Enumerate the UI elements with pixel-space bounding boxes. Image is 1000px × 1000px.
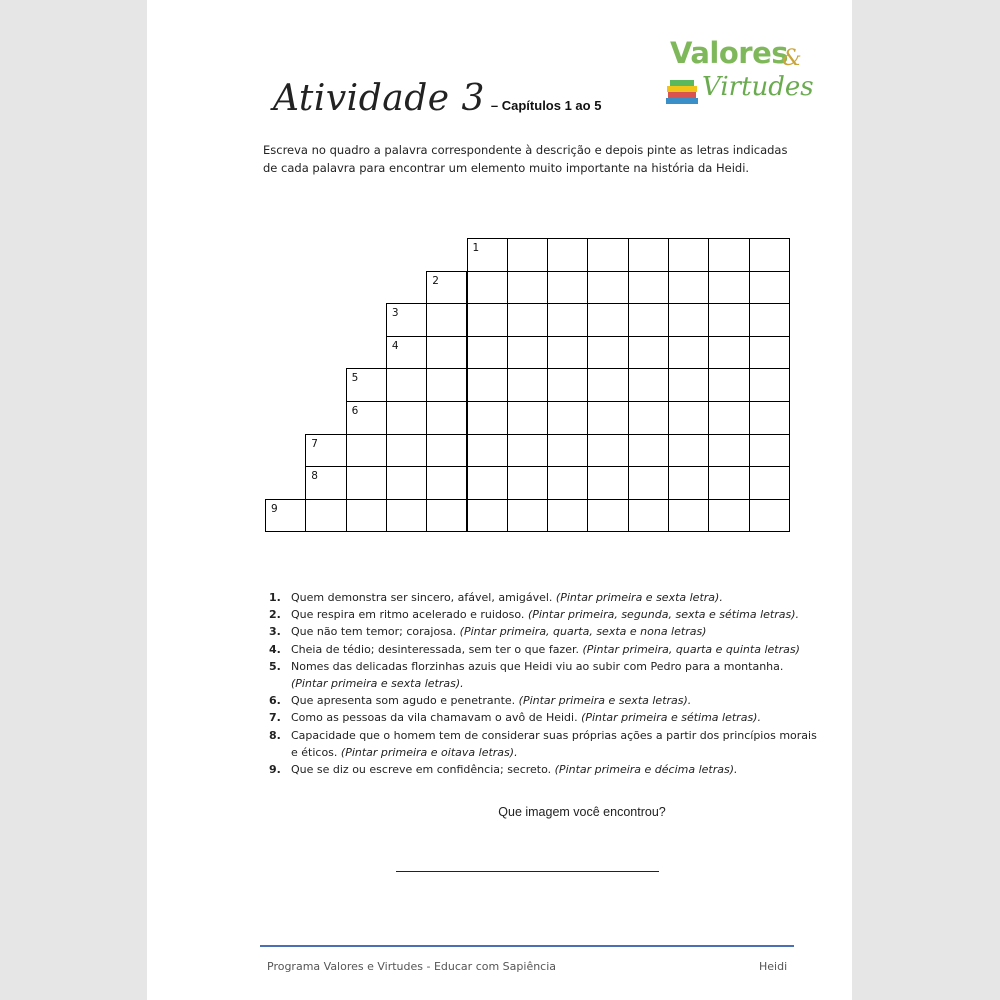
answer-line[interactable] [396,871,659,872]
grid-cell[interactable] [668,238,709,272]
grid-cell[interactable] [587,466,628,500]
clue-number: 8. [269,728,281,742]
clue-hint: (Pintar primeira e sexta letras). [291,677,464,691]
grid-cell[interactable] [547,434,588,468]
clue-text: Que apresenta som agudo e penetrante. [291,694,516,708]
grid-cell[interactable] [668,499,709,533]
grid-cell[interactable] [426,368,467,402]
clue-number: 5. [269,659,281,673]
grid-cell[interactable] [708,466,749,500]
clue-number: 9. [269,763,281,777]
grid-cell[interactable] [587,368,628,402]
grid-cell[interactable] [547,401,588,435]
grid-cell[interactable] [507,238,548,272]
grid-cell[interactable] [507,434,548,468]
grid-cell[interactable] [507,368,548,402]
grid-cell[interactable] [628,466,669,500]
grid-cell[interactable] [749,303,790,337]
clue-number: 3. [269,625,281,639]
grid-cell[interactable] [587,434,628,468]
clue-text: Quem demonstra ser sincero, afável, amigável. [291,591,553,604]
grid-cell[interactable] [587,401,628,435]
title-script: Atividade 3 [273,78,485,119]
grid-cell[interactable] [708,303,749,337]
row-number: 8 [311,470,318,483]
clue-number: 6. [269,694,281,708]
grid-cell[interactable] [668,271,709,305]
grid-cell[interactable] [628,499,669,533]
clue-text: Que não tem temor; corajosa. [291,625,457,639]
grid-cell[interactable] [708,401,749,435]
grid-cell[interactable] [346,434,387,468]
grid-cell[interactable] [628,303,669,337]
grid-cell[interactable] [708,368,749,402]
grid-cell[interactable] [547,271,588,305]
clue-item [263,692,823,709]
page-title [273,78,601,119]
title-subtitle: – Capítulos 1 ao 5 [490,98,602,113]
footer-divider [260,945,794,947]
grid-cell[interactable] [426,434,467,468]
grid-cell[interactable] [708,238,749,272]
grid-cell[interactable] [467,336,508,370]
grid-cell[interactable] [507,401,548,435]
grid-cell[interactable] [346,499,387,533]
clue-text: Cheia de tédio; desinteressada, sem ter o que fazer. [291,642,579,656]
clue-number: 4. [269,642,281,656]
grid-cell[interactable] [587,271,628,305]
row-number: 9 [271,502,278,515]
instructions: Escreva no quadro a palavra correspondente à descrição e depois pinte as letras indicadas de cada palavra para encontrar um elemento muito importante na história da Heidi. [263,143,788,175]
clue-number: 2. [269,608,281,622]
grid-cell[interactable] [749,401,790,435]
books-icon [664,78,700,106]
clue-hint: (Pintar primeira, quarta, sexta e nona letras) [459,625,707,639]
clue-number: 1. [269,591,281,604]
row-number: 2 [432,274,439,287]
grid-cell[interactable] [426,466,467,500]
grid-cell[interactable] [708,271,749,305]
clue-text: Que se diz ou escreve em confidência; secreto. [291,763,552,777]
clue-hint: (Pintar primeira, quarta e quinta letras) [582,642,800,656]
grid-cell[interactable] [547,368,588,402]
grid-cell[interactable] [467,303,508,337]
grid-cell[interactable] [668,401,709,435]
grid-cell[interactable] [628,434,669,468]
grid-cell[interactable] [628,238,669,272]
grid-cell[interactable] [426,336,467,370]
grid-cell[interactable] [668,303,709,337]
grid-cell[interactable] [749,499,790,533]
row-number: 3 [391,307,399,320]
clue-hint: (Pintar primeira e sexta letras). [518,694,692,708]
clue-hint: (Pintar primeira e oitava letras). [340,745,518,759]
clue-text: Como as pessoas da vila chamavam o avô de Heidi. [291,711,578,725]
row-number: 5 [351,372,359,385]
grid-cell[interactable] [467,401,508,435]
grid-cell[interactable] [587,303,628,337]
grid-cell[interactable] [587,238,628,272]
grid-cell[interactable] [628,401,669,435]
grid-cell[interactable] [749,238,790,272]
grid-cell[interactable] [386,368,427,402]
row-number: 4 [391,339,399,352]
grid-cell[interactable] [467,368,508,402]
clue-item [263,641,823,658]
grid-cell[interactable] [708,499,749,533]
grid-cell[interactable] [668,466,709,500]
footer-book: Heidi [759,960,788,973]
valores-virtudes-logo [664,36,814,108]
grid-cell[interactable] [507,466,548,500]
clue-item [263,709,823,726]
grid-cell[interactable] [587,499,628,533]
clue-list [263,589,823,778]
clue-item [263,623,823,640]
row-number: 6 [351,405,359,417]
clue-hint: (Pintar primeira e décima letras). [554,763,738,777]
clue-item [263,606,823,623]
clue-text: Que respira em ritmo acelerado e ruidoso. [291,608,525,622]
grid-cell[interactable] [426,303,467,337]
grid-cell[interactable] [708,336,749,370]
grid-cell[interactable] [386,466,427,500]
grid-cell[interactable] [749,336,790,370]
grid-cell[interactable] [749,434,790,468]
grid-cell[interactable] [426,499,467,533]
clue-text: Nomes das delicadas florzinhas azuis que Heidi viu ao subir com Pedro para a montanha. [291,659,784,673]
grid-cell[interactable] [547,466,588,500]
grid-cell[interactable] [507,499,548,533]
grid-cell[interactable] [547,499,588,533]
grid-cell[interactable] [708,434,749,468]
grid-cell[interactable] [749,466,790,500]
grid-cell[interactable] [507,303,548,337]
grid-cell[interactable] [386,434,427,468]
row-number: 7 [311,437,318,450]
logo-word-valores: Valores [670,36,789,70]
clue-item [263,761,823,778]
grid-cell[interactable] [547,336,588,370]
clue-hint: (Pintar primeira e sexta letra). [555,591,723,604]
grid-cell[interactable] [587,336,628,370]
grid-cell[interactable] [467,434,508,468]
clue-item [263,727,823,761]
grid-cell[interactable] [346,466,387,500]
clue-hint: (Pintar primeira e sétima letras). [581,711,761,725]
grid-cell[interactable] [547,238,588,272]
question-text: Que imagem você encontrou? [498,805,666,819]
grid-cell[interactable] [426,401,467,435]
grid-cell[interactable] [628,271,669,305]
row-number: 1 [472,242,480,254]
clue-number: 7. [269,711,281,725]
grid-cell[interactable] [547,303,588,337]
logo-word-virtudes: Virtudes [702,72,814,102]
footer-program: Programa Valores e Virtudes - Educar com Sapiência [267,960,557,973]
grid-cell[interactable] [628,336,669,370]
clue-hint: (Pintar primeira, segunda, sexta e sétima letras). [527,608,800,622]
grid-cell[interactable] [749,271,790,305]
grid-cell[interactable] [386,401,427,435]
grid-cell[interactable] [668,336,709,370]
grid-cell[interactable] [467,499,508,533]
grid-cell[interactable] [467,466,508,500]
grid-cell[interactable] [507,336,548,370]
grid-cell[interactable] [668,434,709,468]
logo-ampersand: & [782,46,802,71]
grid-cell[interactable] [386,499,427,533]
grid-cell[interactable] [668,368,709,402]
grid-cell[interactable] [749,368,790,402]
grid-cell[interactable] [305,499,346,533]
grid-cell[interactable] [507,271,548,305]
clue-item [263,658,823,692]
grid-cell[interactable] [628,368,669,402]
clue-item [263,589,823,606]
clue-text: Capacidade que o homem tem de considerar suas próprias ações a partir dos princípios morais e éticos. [291,728,817,759]
grid-cell[interactable] [467,271,508,305]
